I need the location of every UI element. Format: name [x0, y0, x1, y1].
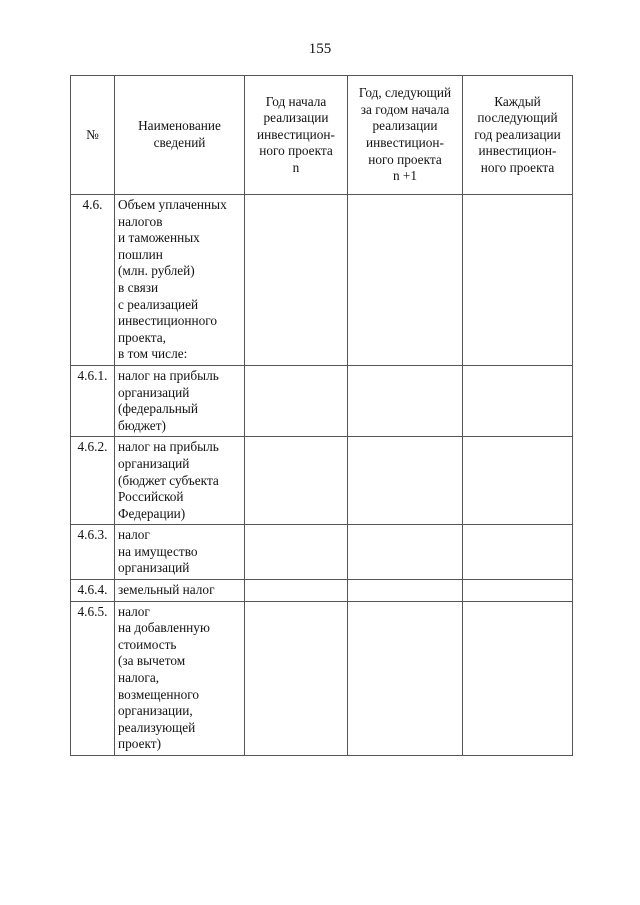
cell-year-n: [245, 365, 348, 436]
cell-year-n: [245, 601, 348, 755]
table-row: [71, 195, 573, 366]
table-row: [71, 525, 573, 580]
row-number: 4.6.3.: [71, 525, 115, 580]
cell-each-following-year: [463, 195, 573, 366]
cell-year-n-plus-1: [348, 580, 463, 602]
row-name: налог на добавленную стоимость (за вычетом налога, возмещенного организации, реализующей проект): [115, 601, 245, 755]
cell-each-following-year: [463, 525, 573, 580]
cell-year-n: [245, 525, 348, 580]
table-row: [71, 365, 573, 436]
cell-each-following-year: [463, 580, 573, 602]
row-name: налог на прибыль организаций (бюджет субъекта Российской Федерации): [115, 437, 245, 525]
row-number: 4.6.1.: [71, 365, 115, 436]
header-name: Наименование сведений: [115, 76, 245, 195]
cell-year-n-plus-1: [348, 525, 463, 580]
cell-year-n-plus-1: [348, 601, 463, 755]
cell-year-n-plus-1: [348, 437, 463, 525]
table-row: [71, 580, 573, 602]
header-year-n-plus-1: Год, следующий за годом начала реализации инвестицион- ного проекта n +1: [348, 76, 463, 195]
cell-each-following-year: [463, 601, 573, 755]
cell-year-n: [245, 195, 348, 366]
header-number: №: [71, 76, 115, 195]
cell-year-n: [245, 580, 348, 602]
cell-year-n-plus-1: [348, 195, 463, 366]
tax-table: [70, 75, 573, 756]
row-number: 4.6.5.: [71, 601, 115, 755]
header-year-n: Год начала реализации инвестицион- ного проекта n: [245, 76, 348, 195]
cell-year-n-plus-1: [348, 365, 463, 436]
row-name: земельный налог: [115, 580, 245, 602]
table-row: [71, 437, 573, 525]
row-name: налог на прибыль организаций (федеральный бюджет): [115, 365, 245, 436]
table-row: [71, 601, 573, 755]
table-header-row: [71, 76, 573, 195]
row-number: 4.6.2.: [71, 437, 115, 525]
row-number: 4.6.4.: [71, 580, 115, 602]
cell-year-n: [245, 437, 348, 525]
cell-each-following-year: [463, 365, 573, 436]
header-each-following-year: Каждый последующий год реализации инвестицион- ного проекта: [463, 76, 573, 195]
row-number: 4.6.: [71, 195, 115, 366]
cell-each-following-year: [463, 437, 573, 525]
row-name: налог на имущество организаций: [115, 525, 245, 580]
row-name: Объем уплаченных налогов и таможенных пошлин (млн. рублей) в связи с реализацией инвестиционного проекта, в том числе:: [115, 195, 245, 366]
page-number: 155: [308, 41, 332, 57]
